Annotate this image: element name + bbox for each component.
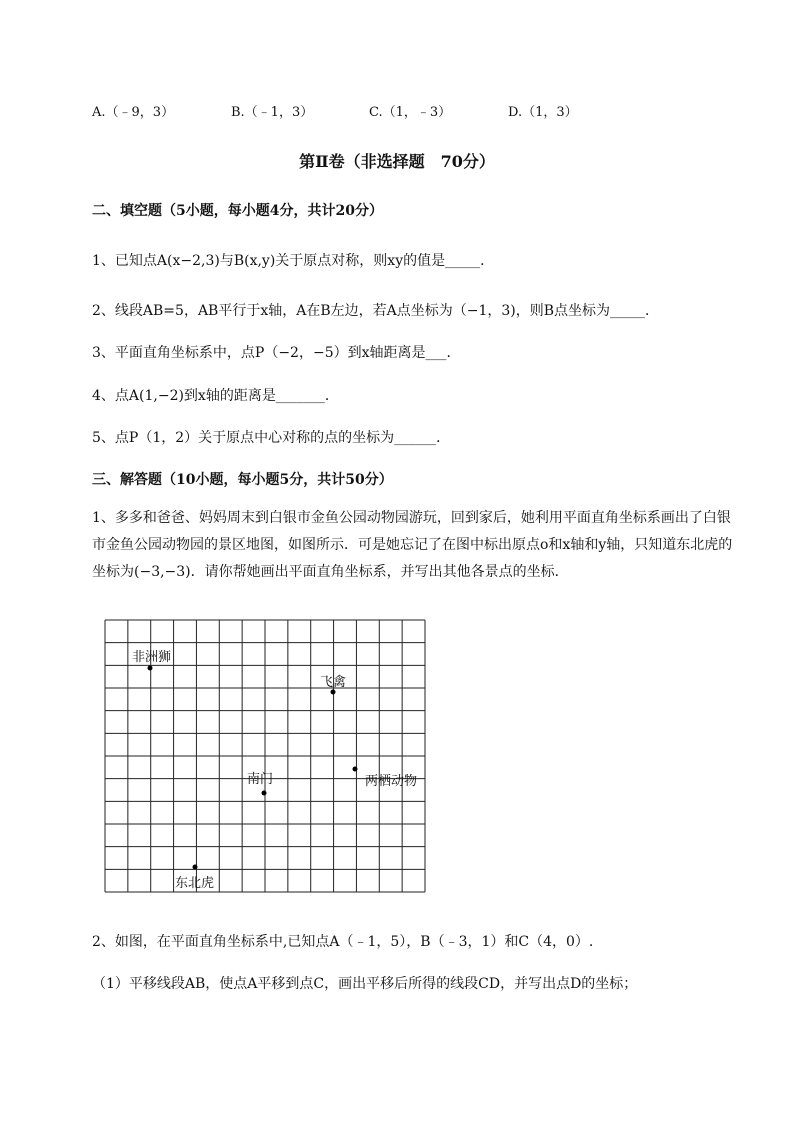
- point-nanmen: [262, 791, 267, 796]
- section2-q1: 1、已知点A(x−2,3)与B(x,y)关于原点对称，则xy的值是_____．: [92, 253, 495, 269]
- section2-heading: 二、填空题（5小题，每小题4分，共计20分）: [92, 203, 383, 219]
- point-liangqi: [353, 767, 358, 772]
- section3-q1-text: 1、多多和爸爸、妈妈周末到白银市金鱼公园动物园游玩，回到家后，她利用平面直角坐标系画出了白银市金鱼公园动物园的景区地图，如图所示．可是她忘记了在图中标出原点o和x轴和y轴，只知道东北虎的坐标为(−3,−3)．请你帮她画出平面直角坐标系，并写出其他各景点的坐标．: [92, 510, 733, 580]
- option-c: C.（1，﹣3）: [369, 105, 452, 120]
- point-feiqin: [331, 690, 336, 695]
- section3-heading: 三、解答题（10小题，每小题5分，共计50分）: [92, 472, 393, 488]
- label-nanmen: 南门: [247, 771, 274, 786]
- option-d: D.（1，3）: [508, 105, 578, 120]
- option-b: B.（﹣1，3）: [231, 105, 314, 120]
- map-points: [148, 666, 358, 870]
- label-feizhoushi: 非洲狮: [132, 649, 172, 664]
- point-feizhoushi: [148, 666, 153, 671]
- label-feiqin: 飞禽: [320, 674, 347, 689]
- section3-q2-text: 2、如图，在平面直角坐标系中,已知点A（﹣1，5），B（﹣3，1）和C（4，0）.: [92, 934, 594, 950]
- zoo-map-grid: [104, 619, 426, 893]
- section2-q5: 5、点P（1，2）关于原点中心对称的点的坐标为______．: [92, 430, 451, 446]
- section3-q2-sub1: （1）平移线段AB，使点A平移到点C，画出平移后所得的线段CD，并写出点D的坐标；: [92, 976, 638, 992]
- label-dongbeihu: 东北虎: [175, 875, 215, 890]
- point-dongbeihu: [193, 865, 198, 870]
- label-liangqi: 两栖动物: [365, 773, 418, 788]
- section2-q3: 3、平面直角坐标系中，点P（−2，−5）到x轴距离是___．: [92, 345, 461, 361]
- section2-q4: 4、点A(1,−2)到x轴的距离是_______．: [92, 388, 339, 404]
- part-title: 第Ⅱ卷（非选择题 70分）: [299, 152, 495, 171]
- section2-q2: 2、线段AB=5，AB平行于x轴，A在B左边，若A点坐标为（−1，3)，则B点坐标为_____．: [92, 303, 660, 319]
- option-a: A.（﹣9，3）: [92, 105, 175, 120]
